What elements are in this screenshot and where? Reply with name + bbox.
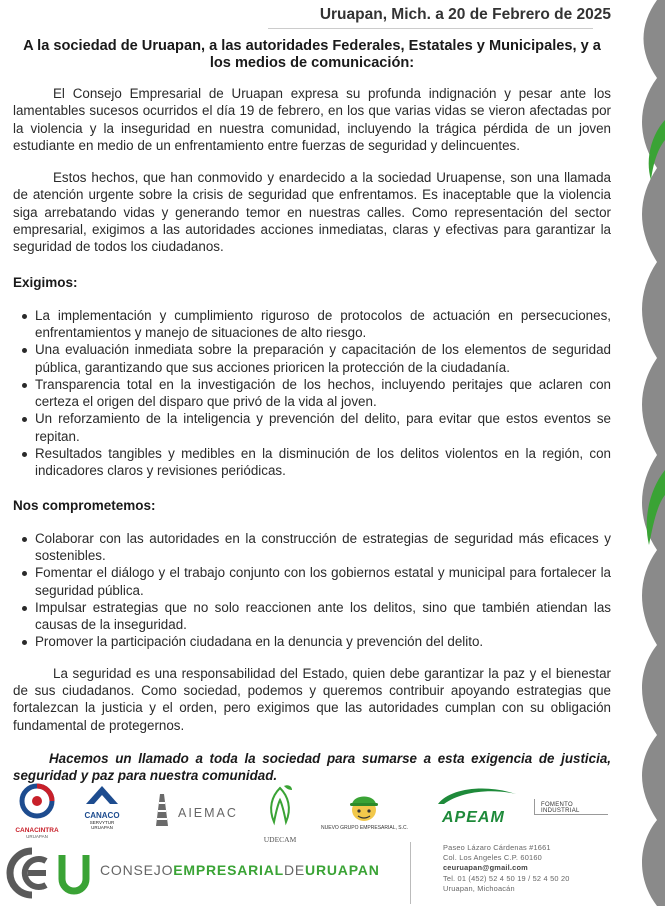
council-brand-name <box>100 862 380 878</box>
apeam-name: APEAM <box>442 809 505 826</box>
brand-part-2: EMPRESARIAL <box>173 862 284 878</box>
demands-title: Exigimos: <box>13 274 78 290</box>
list-item-text: Resultados tangibles y medibles en la disminución de los delitos violentos en la región, con indicadores claros y revisiones periódicas. <box>35 446 611 479</box>
nuevo-grupo-name: NUEVO GRUPO EMPRESARIAL, S.C. <box>321 825 408 831</box>
list-item <box>13 376 611 411</box>
list-item <box>13 307 611 342</box>
list-item-text: Promover la participación ciudadana en la denuncia y prevención del delito. <box>35 634 484 650</box>
list-item-text: Transparencia total en la investigación de los hechos, incluyendo peritajes que aclaren con certeza el origen del disparo que privó de la vida al joven. <box>35 376 611 410</box>
list-item-text: Un reforzamiento de la inteligencia y prevención del delito, para evitar que estos eventos se repitan. <box>35 411 611 444</box>
letter-document <box>13 4 611 785</box>
bullet-icon <box>22 417 27 422</box>
paragraph-intro: El Consejo Empresarial de Uruapan expresa su profunda indignación y pesar ante los lamentables sucesos ocurridos el día 19 de febrero, en los que varias vidas se vieron afectadas por la violencia y la inseguridad en nuestra comunidad, incluyendo la trágica pérdida de un joven estudiante en medio de un enfrentamiento entre fuerzas de seguridad y delincuentes. <box>13 86 611 153</box>
footer-divider <box>410 842 411 904</box>
list-item-text: Colaborar con las autoridades en la construcción de estrategias de seguridad más eficaces y sostenibles. <box>35 530 611 563</box>
udecam-leaf-icon <box>258 782 302 830</box>
list-item <box>13 564 611 599</box>
letter-heading: A la sociedad de Uruapan, a las autoridades Federales, Estatales y Municipales, y a los medios de comunicación: <box>23 38 601 71</box>
letter-date: Uruapan, Mich. a 20 de Febrero de 2025 <box>319 6 611 23</box>
udecam-name: UDECAM <box>263 835 297 844</box>
bullet-icon <box>22 452 27 457</box>
list-item-text: La implementación y cumplimiento riguroso de protocolos de actuación en persecuciones, enfrentamientos y manejo de situaciones de alto riesgo. <box>35 307 611 340</box>
list-item-text: Una evaluación inmediata sobre la preparación y capacitación de los elementos de seguridad pública, garantizando que sus acciones prioricen la protección de la ciudadanía. <box>35 342 611 375</box>
fomento-industrial-logo <box>534 799 608 815</box>
bullet-icon <box>22 537 27 542</box>
canaco-subtitle-2: URUAPAN <box>91 825 113 830</box>
canaco-subtitle-1: SERVYTUR <box>89 820 115 825</box>
canaco-logo <box>80 782 124 842</box>
canaco-emblem-icon <box>80 782 124 806</box>
address-city: Uruapan, Michoacán <box>443 883 515 893</box>
bullet-icon <box>22 571 27 576</box>
bullet-icon <box>22 383 27 388</box>
list-item <box>13 445 611 480</box>
list-item <box>13 599 611 634</box>
bullet-icon <box>22 348 27 353</box>
canacintra-name: CANACINTRA <box>15 827 59 834</box>
nuevo-grupo-logo <box>317 792 412 836</box>
sponsor-logos <box>12 782 612 844</box>
commitments-list <box>13 530 611 651</box>
canacintra-emblem-icon <box>12 782 62 820</box>
closing-call: Hacemos un llamado a toda la sociedad para sumarse a esta exigencia de justicia, seguridad y paz para nuestra comunidad. <box>13 750 611 784</box>
ceu-monogram-icon <box>2 843 92 903</box>
bullet-icon <box>22 640 27 645</box>
decorative-edge <box>627 0 665 906</box>
brand-part-3: DE <box>283 862 306 878</box>
apeam-swoosh-icon <box>430 782 520 808</box>
list-item <box>13 410 611 445</box>
address-line-1: Paseo Lázaro Cárdenas #1661 <box>443 843 551 852</box>
nuevo-grupo-emblem-icon <box>344 792 384 822</box>
aiemac-name: AIEMAC <box>178 806 238 820</box>
contact-email: ceuruapan@gmail.com <box>443 863 528 873</box>
bullet-icon <box>22 314 27 319</box>
list-item <box>13 341 611 376</box>
brand-part-4: URUAPAN <box>305 862 380 878</box>
canacintra-logo <box>12 782 62 842</box>
canaco-name: CANACO <box>84 811 120 820</box>
apeam-logo <box>430 782 525 832</box>
list-item-text: Fomentar el diálogo y el trabajo conjunto con los gobiernos estatal y municipal para fortalecer la seguridad pública. <box>35 565 611 598</box>
bullet-icon <box>22 606 27 611</box>
list-item <box>13 633 611 650</box>
brand-part-1: CONSEJO <box>100 862 174 878</box>
address-line-2: Col. Los Angeles C.P. 60160 <box>443 853 542 863</box>
list-item <box>13 530 611 565</box>
commitments-title: Nos comprometemos: <box>13 497 156 513</box>
aiemac-tower-icon <box>152 792 172 826</box>
demands-list <box>13 307 611 480</box>
aiemac-logo <box>152 792 247 832</box>
contact-phone: Tel. 01 (452) 52 4 50 19 / 52 4 50 20 <box>443 873 570 883</box>
decorative-wave-shape <box>627 0 665 906</box>
canacintra-subtitle: URUAPAN <box>26 834 48 839</box>
paragraph-context: Estos hechos, que han conmovido y enardecido a la sociedad Uruapense, son una llamada de atención urgente sobre la crisis de seguridad que enfrentamos. Es inaceptable que la violencia siga arrebatando vidas y generando temor en nuestras calles. Como representación del sector empresarial, exigimos a las autoridades acciones inmediatas, claras y efectivas para garantizar la seguridad de todos los ciudadanos. <box>13 170 611 255</box>
list-item-text: Impulsar estrategias que no solo reaccionen ante los delitos, sino que también atiendan las causas de la inseguridad. <box>35 599 611 633</box>
contact-address-block <box>443 843 570 894</box>
udecam-logo <box>258 782 302 844</box>
date-underline <box>268 28 593 29</box>
fomento-industrial-name: FOMENTO INDUSTRIAL <box>541 802 580 814</box>
paragraph-responsibility: La seguridad es una responsabilidad del Estado, quien debe garantizar la paz y el bienestar de sus ciudadanos. Como sociedad, podemos y queremos contribuir apoyando estrategias que fortalezcan la justicia y el orden, pero exigimos que las autoridades cumplan con su obligación fundamental de protegernos. <box>13 665 611 733</box>
